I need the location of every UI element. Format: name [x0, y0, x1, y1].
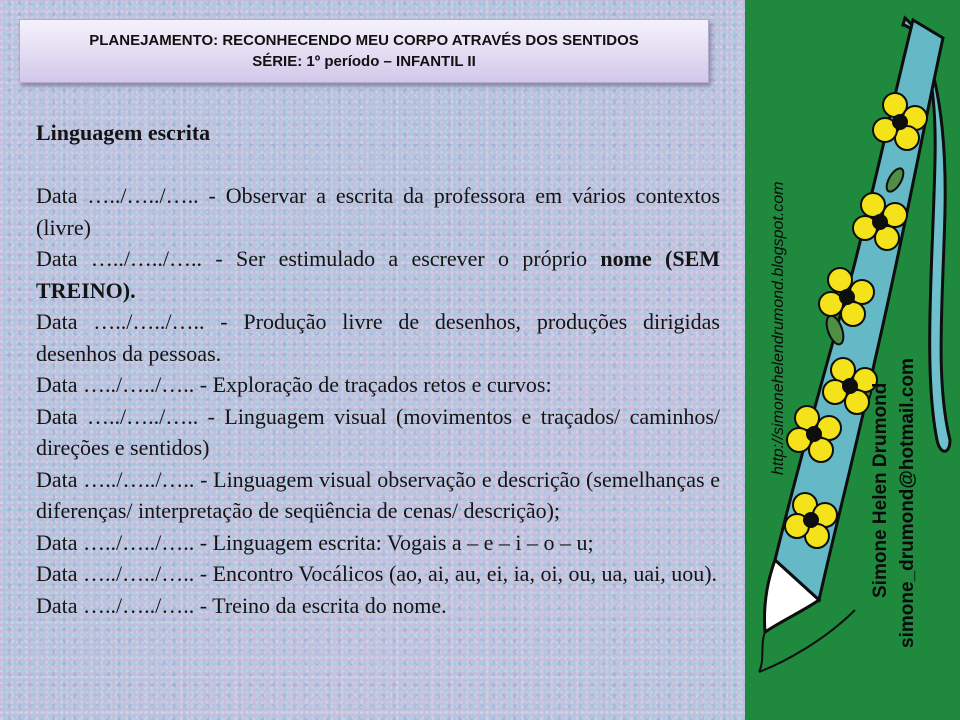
list-item: Data …../…../….. - Linguagem visual observação e descrição (semelhanças e diferenças/ interpretação de seqüência de cenas/ descrição);: [36, 466, 720, 523]
emphasis-text: nome (SEM TREINO).: [36, 246, 721, 303]
title-banner: [19, 19, 709, 83]
title-line-1: PLANEJAMENTO: RECONHECENDO MEU CORPO ATRAVÉS DOS SENTIDOS: [89, 32, 639, 49]
list-item: Data …../…../….. - Encontro Vocálicos (ao, ai, au, ei, ia, oi, ou, ua, uai, uou).: [36, 561, 718, 586]
list-item: Data …../…../….. - Exploração de traçados retos e curvos:: [36, 372, 552, 397]
list-item: Data …../…../….. - Treino da escrita do nome.: [36, 592, 447, 618]
title-line-2: SÉRIE: 1º período – INFANTIL II: [252, 53, 476, 70]
list-item: Data …../…../….. - Linguagem visual (movimentos e traçados/ caminhos/ direções e sentidos): [36, 403, 720, 460]
author-name: Simone Helen Drumond: [870, 382, 891, 598]
lesson-content: [36, 117, 720, 621]
author-email: simone_drumond@hotmail.com: [897, 358, 918, 648]
list-item: Data …../…../….. - Produção livre de desenhos, produções dirigidas desenhos da pessoas.: [36, 309, 720, 366]
blog-url-text: http://simonehelendrumond.blogspot.com: [770, 181, 787, 475]
list-item: Data …../…../….. - Observar a escrita da professora em vários contextos (livre): [36, 183, 720, 240]
list-item: Data …../…../….. - Linguagem escrita: Vogais a – e – i – o – u;: [36, 529, 594, 555]
section-heading: Linguagem escrita: [36, 120, 211, 145]
list-item: Data …../…../….. - Ser estimulado a escrever o próprio nome (SEM TREINO).: [36, 246, 721, 303]
